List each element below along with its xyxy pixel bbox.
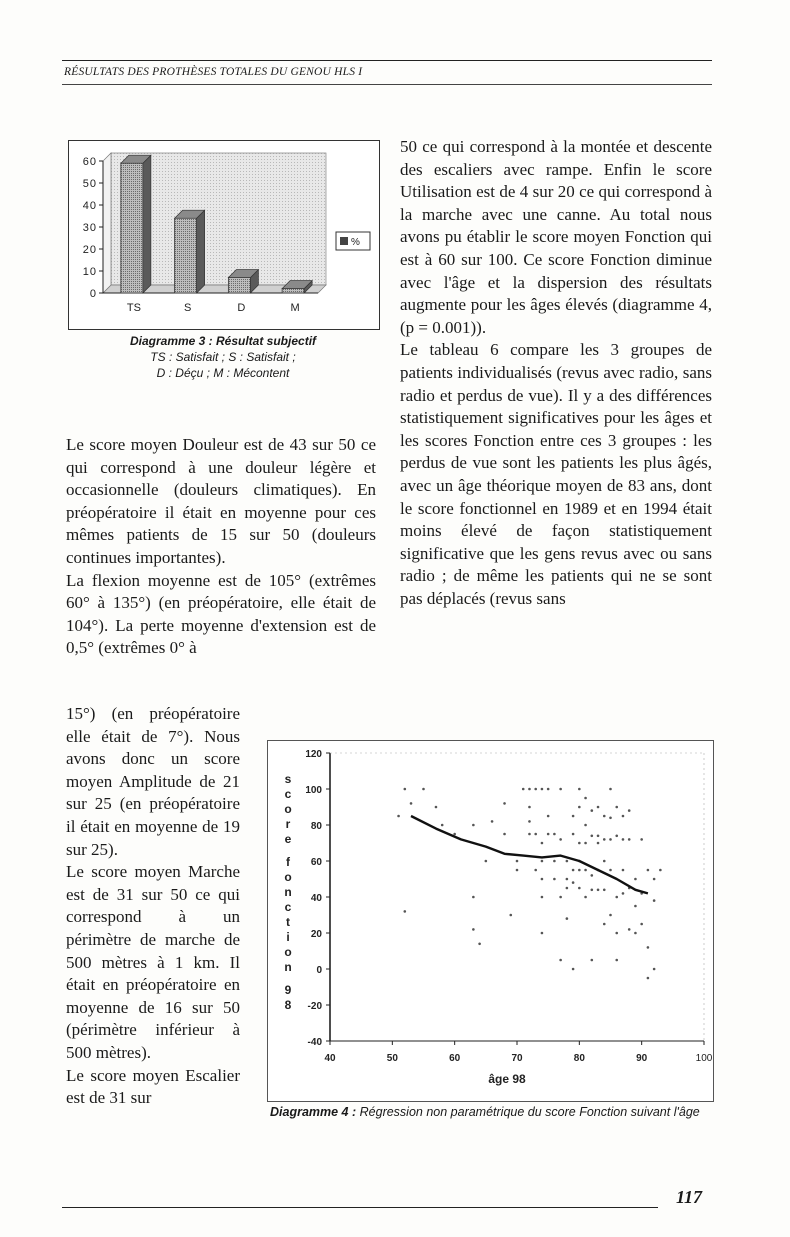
chart4-point xyxy=(541,878,544,881)
chart4-point xyxy=(541,932,544,935)
chart4-point xyxy=(659,869,662,872)
chart4-point xyxy=(591,874,594,877)
chart4-point xyxy=(528,788,531,791)
running-head: RÉSULTATS DES PROTHÈSES TOTALES DU GENOU HLS I xyxy=(64,66,363,78)
chart4-y-axis-label-char: i xyxy=(286,930,290,944)
chart4-point xyxy=(603,838,606,841)
chart3-bar xyxy=(121,163,143,293)
chart4-point xyxy=(628,928,631,931)
figure3-svg xyxy=(69,141,379,329)
chart4-y-tick-label: 100 xyxy=(305,785,322,796)
chart4-point xyxy=(566,860,569,863)
left-column-text xyxy=(66,434,376,660)
chart4-point xyxy=(609,788,612,791)
chart3-y-tick-label: 40 xyxy=(82,200,97,212)
chart3-side-wall xyxy=(103,153,111,293)
chart3-bar xyxy=(175,218,197,293)
paragraph-tableau6: Le tableau 6 compare les 3 groupes de patients individualisés (revus avec radio, sans radio et perdus de vue). Il y a des différences statistiquement significatives pour les âges et les scores Fonction entre ces 3 groupes : les perdus de vue sont les patients les plus âgés, avec un âge théorique moyen de 83 ans, dont le score fonctionnel en 1989 et en 1994 était moins élevé de façon statistiquement significative que les gens revus avec ou sans radio ; de même les patients qui ne se sont pas déplacés (revus sans xyxy=(400,340,712,608)
chart4-point xyxy=(528,820,531,823)
chart4-y-axis-label-char: s xyxy=(284,772,292,786)
chart4-y-tick-label: 60 xyxy=(310,857,322,868)
figure4-caption xyxy=(270,1104,712,1121)
chart4-point xyxy=(647,977,650,980)
chart4-point xyxy=(541,860,544,863)
chart4-point xyxy=(534,788,537,791)
chart4-point xyxy=(584,797,587,800)
chart4-point xyxy=(435,806,438,809)
chart4-point xyxy=(615,896,618,899)
chart4-point xyxy=(566,887,569,890)
figure4-scatter-chart xyxy=(267,740,714,1102)
left-column-narrow-text xyxy=(66,703,240,1110)
chart4-y-tick-label: 20 xyxy=(310,929,322,940)
chart4-point xyxy=(591,809,594,812)
figure3-caption-line3: D : Déçu ; M : Mécontent xyxy=(156,366,290,380)
chart4-x-tick-label: 50 xyxy=(386,1053,398,1064)
chart4-point xyxy=(572,869,575,872)
chart4-point xyxy=(591,835,594,838)
chart4-point xyxy=(541,896,544,899)
page-number: 117 xyxy=(676,1187,703,1207)
chart4-point xyxy=(547,815,550,818)
chart4-y-tick-label: 40 xyxy=(310,893,322,904)
chart4-y-tick-label: -20 xyxy=(307,1001,322,1012)
chart4-y-axis-label-char: 9 xyxy=(284,983,292,997)
paragraph-utilisation: 50 ce qui correspond à la montée et descente des escaliers avec rampe. Enfin le score Utilisation est de 4 sur 20 ce qui correspond à la marche avec une canne. Au total nous avons pu établir le score moyen Fonction qui est à 60 sur 100. Ce score Fonction diminue avec l'âge et la dispersion des résultats augmente pour les âges élevés (diagramme 4, (p = 0.001)). xyxy=(400,137,712,337)
chart4-point xyxy=(578,887,581,890)
chart3-bar-side xyxy=(197,210,205,293)
chart4-y-tick-label: 0 xyxy=(316,965,322,976)
chart4-point xyxy=(615,932,618,935)
chart4-point xyxy=(653,899,656,902)
chart3-y-tick-label: 60 xyxy=(82,156,97,168)
chart4-point xyxy=(566,917,569,920)
chart4-point xyxy=(640,838,643,841)
chart4-x-tick-label: 40 xyxy=(324,1053,336,1064)
chart3-x-tick-label: S xyxy=(183,302,192,314)
chart4-point xyxy=(528,806,531,809)
paragraph-escalier: Le score moyen Escalier est de 31 sur xyxy=(66,1065,240,1108)
chart4-point xyxy=(628,838,631,841)
chart4-point xyxy=(584,896,587,899)
chart4-point xyxy=(603,889,606,892)
chart4-y-axis-label-char: n xyxy=(284,885,292,899)
chart4-point xyxy=(603,923,606,926)
chart4-y-axis-label-char: t xyxy=(286,915,290,929)
chart4-point xyxy=(647,946,650,949)
chart4-regression-curve xyxy=(411,816,648,893)
chart4-x-tick-label: 80 xyxy=(573,1053,585,1064)
chart4-point xyxy=(640,923,643,926)
chart4-point xyxy=(634,878,637,881)
chart4-point xyxy=(591,959,594,962)
chart4-point xyxy=(441,824,444,827)
chart4-point xyxy=(516,869,519,872)
figure4-caption-text: Régression non paramétrique du score Fonction suivant l'âge xyxy=(359,1105,700,1119)
chart4-point xyxy=(472,896,475,899)
chart4-x-tick-label: 90 xyxy=(636,1053,648,1064)
chart4-point xyxy=(622,838,625,841)
chart3-y-tick-label: 10 xyxy=(82,266,97,278)
chart4-point xyxy=(478,943,481,946)
chart4-point xyxy=(572,881,575,884)
chart3-y-tick-label: 20 xyxy=(82,244,97,256)
chart4-point xyxy=(615,959,618,962)
chart3-y-tick-label: 0 xyxy=(89,288,97,300)
chart4-point xyxy=(553,833,556,836)
chart4-point xyxy=(597,842,600,845)
chart4-x-axis-label: âge 98 xyxy=(488,1072,526,1086)
chart4-point xyxy=(559,788,562,791)
chart4-point xyxy=(634,932,637,935)
chart4-point xyxy=(597,806,600,809)
chart4-point xyxy=(547,788,550,791)
chart4-point xyxy=(622,892,625,895)
paragraph-douleur: Le score moyen Douleur est de 43 sur 50 ce qui correspond à une douleur légère et occasionnelle (douleurs climatiques). En préopératoire il était en moyenne pour ces mêmes patients de 15 sur 50 (douleurs continues importantes). xyxy=(66,435,376,567)
chart4-point xyxy=(559,896,562,899)
paragraph-flexion: La flexion moyenne est de 105° (extrêmes 60° à 135°) (en préopératoire, elle était de 104°). La perte moyenne d'extension est de 0,5° (extrêmes 0° à xyxy=(66,570,376,658)
chart4-point xyxy=(603,860,606,863)
chart3-legend-swatch xyxy=(340,237,348,245)
chart4-point xyxy=(578,869,581,872)
chart4-point xyxy=(578,806,581,809)
chart4-y-axis-label-char: r xyxy=(285,817,291,831)
right-column-text xyxy=(400,136,712,610)
chart4-point xyxy=(528,833,531,836)
chart3-y-tick-label: 30 xyxy=(82,222,97,234)
chart4-point xyxy=(404,788,407,791)
chart4-point xyxy=(609,869,612,872)
chart4-point xyxy=(472,824,475,827)
chart4-point xyxy=(472,928,475,931)
chart4-point xyxy=(559,838,562,841)
chart4-x-tick-label: 60 xyxy=(449,1053,461,1064)
chart4-y-tick-label: -40 xyxy=(307,1037,322,1048)
chart3-x-tick-label: M xyxy=(290,302,300,314)
chart4-point xyxy=(503,802,506,805)
chart4-point xyxy=(615,806,618,809)
chart4-y-axis-label-char: o xyxy=(284,802,292,816)
chart4-point xyxy=(597,835,600,838)
chart4-point xyxy=(591,889,594,892)
chart4-point xyxy=(634,905,637,908)
chart3-y-tick-label: 50 xyxy=(82,178,97,190)
chart4-point xyxy=(584,869,587,872)
chart4-y-axis-label-char: o xyxy=(284,870,292,884)
footer-rule xyxy=(62,1207,658,1208)
chart4-point xyxy=(522,788,525,791)
chart4-point xyxy=(603,815,606,818)
chart4-point xyxy=(397,815,400,818)
chart4-point xyxy=(410,802,413,805)
chart4-point xyxy=(491,820,494,823)
chart3-x-tick-label: TS xyxy=(126,302,141,314)
chart4-point xyxy=(597,889,600,892)
chart4-point xyxy=(578,842,581,845)
chart4-point xyxy=(572,815,575,818)
chart4-y-axis-label-char: e xyxy=(284,832,292,846)
chart4-point xyxy=(566,878,569,881)
chart4-point xyxy=(653,878,656,881)
paragraph-marche: Le score moyen Marche est de 31 sur 50 ce qui correspond à un périmètre de marche de 500 mètres à 1 km. Il était en préopératoire en moyenne de 16 sur 50 (périmètre inférieur à 500 mètres). xyxy=(66,862,240,1062)
chart4-y-axis-label-char: c xyxy=(284,787,292,801)
chart4-point xyxy=(609,838,612,841)
chart4-y-axis-label-char: c xyxy=(284,900,292,914)
chart3-bar xyxy=(282,289,304,293)
chart4-x-tick-label: 70 xyxy=(511,1053,523,1064)
chart4-y-tick-label: 80 xyxy=(310,821,322,832)
chart4-point xyxy=(584,824,587,827)
chart4-point xyxy=(647,869,650,872)
chart4-point xyxy=(578,788,581,791)
chart4-point xyxy=(534,869,537,872)
chart4-point xyxy=(653,968,656,971)
chart4-point xyxy=(609,914,612,917)
figure3-caption-line2: TS : Satisfait ; S : Satisfait ; xyxy=(150,350,296,364)
chart4-point xyxy=(628,809,631,812)
chart4-point xyxy=(404,910,407,913)
chart4-point xyxy=(615,835,618,838)
chart4-y-tick-label: 120 xyxy=(305,749,322,760)
chart4-point xyxy=(485,860,488,863)
chart4-point xyxy=(553,860,556,863)
chart4-x-tick-label: 100 xyxy=(695,1053,713,1064)
chart4-point xyxy=(622,869,625,872)
chart4-point xyxy=(516,860,519,863)
chart4-point xyxy=(534,833,537,836)
chart3-bar-side xyxy=(143,155,151,293)
chart4-point xyxy=(503,833,506,836)
chart4-point xyxy=(572,833,575,836)
chart3-bar xyxy=(228,278,250,293)
figure3-bar-chart xyxy=(68,140,380,330)
chart4-y-axis-label-char: 8 xyxy=(284,998,292,1012)
chart4-point xyxy=(559,959,562,962)
chart3-legend-label: % xyxy=(351,237,360,248)
figure3-caption xyxy=(68,333,378,381)
chart4-y-axis-label-char: o xyxy=(284,945,292,959)
chart4-point xyxy=(609,817,612,820)
header-rule-bottom xyxy=(62,84,712,85)
chart4-y-axis-label-char: n xyxy=(284,960,292,974)
chart4-point xyxy=(547,833,550,836)
chart4-y-axis-label-char: f xyxy=(286,855,290,869)
chart4-point xyxy=(572,968,575,971)
figure4-caption-label: Diagramme 4 : xyxy=(270,1105,357,1119)
figure4-svg xyxy=(268,741,713,1101)
chart4-point xyxy=(422,788,425,791)
figure3-caption-title: Diagramme 3 : Résultat subjectif xyxy=(129,334,317,348)
chart3-x-tick-label: D xyxy=(237,302,246,314)
header-rule-top xyxy=(62,60,712,61)
chart4-point xyxy=(541,788,544,791)
chart4-point xyxy=(509,914,512,917)
paragraph-extension-cont: 15°) (en préopératoire elle était de 7°). Nous avons donc un score moyen Amplitude de 21 sur 25 (en préopératoire il était en moyenne de 19 sur 25). xyxy=(66,704,240,859)
chart4-point xyxy=(553,878,556,881)
chart4-point xyxy=(622,815,625,818)
chart4-point xyxy=(584,842,587,845)
chart4-point xyxy=(453,833,456,836)
chart4-point xyxy=(541,842,544,845)
